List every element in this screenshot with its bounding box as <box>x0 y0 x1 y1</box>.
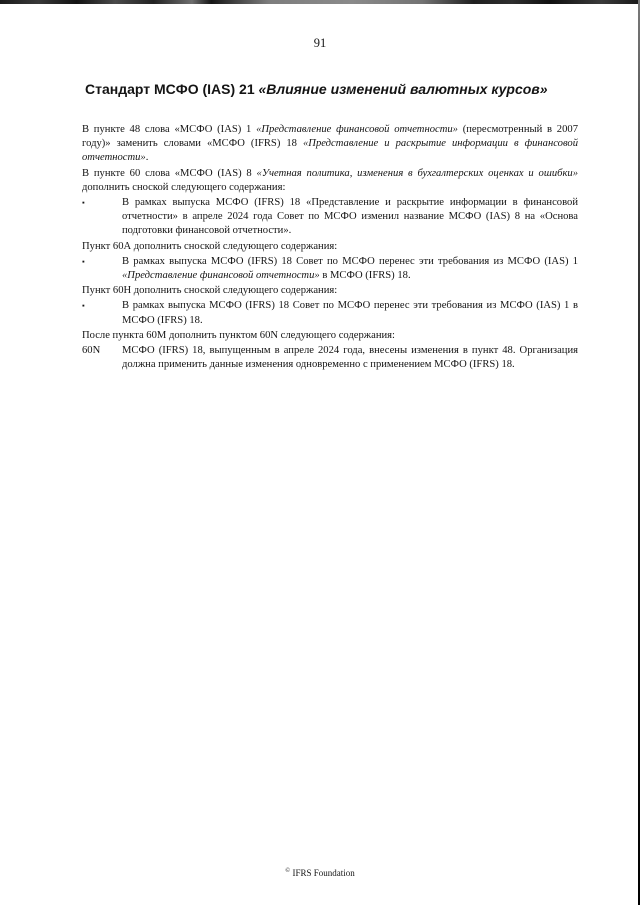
paragraph-amendment-48: В пункте 48 слова «МСФО (IAS) 1 «Представление финансовой отчетности» (пересмотренный в 2007 году)» заменить словами «МСФО (IFRS) 18 «Представление и раскрытие информации в финансовой отчетности». <box>82 124 578 164</box>
bullet-icon: ▪ <box>82 198 85 208</box>
item-60n-text: МСФО (IFRS) 18, выпущенным в апреле 2024 года, внесены изменения в пункт 48. Организация должна применить данные изменения одновременно с применением МСФО (IFRS) 18. <box>122 345 578 371</box>
document-title: Стандарт МСФО (IAS) 21 «Влияние изменений валютных курсов» <box>85 81 548 97</box>
footnote-bullet-3-text: В рамках выпуска МСФО (IFRS) 18 Совет по МСФО перенес эти требования из МСФО (IAS) 1 в МСФО (IFRS) 18. <box>122 300 578 326</box>
footer-copyright <box>0 867 640 878</box>
footnote-bullet-3 <box>82 299 578 327</box>
footer-copyright-text: IFRS Foundation <box>290 868 355 878</box>
paragraph-amendment-60: В пункте 60 слова «МСФО (IAS) 8 «Учетная политика, изменения в бухгалтерских оценках и ошибки» дополнить сноской следующего содержания: <box>82 167 578 193</box>
copyright-symbol: © <box>285 867 291 874</box>
footnote-bullet-2-text: В рамках выпуска МСФО (IFRS) 18 Совет по МСФО перенес эти требования из МСФО (IAS) 1 «Представление финансовой отчетности» в МСФО (IFRS) 18. <box>122 255 578 282</box>
scanned-page-edge-top <box>0 0 640 4</box>
footnote-bullet-1-text: В рамках выпуска МСФО (IFRS) 18 «Представление и раскрытие информации в финансовой отчетности» в апреле 2024 года Совет по МСФО изменил название МСФО (IAS) 8 на «Основа подготовки финансовой отчетности». <box>122 197 578 237</box>
paragraph-amendment-60h: Пункт 60Н дополнить сноской следующего содержания: <box>82 285 338 297</box>
bullet-icon: ▪ <box>82 256 85 266</box>
item-60n-label: 60N <box>82 345 101 357</box>
document-body <box>82 123 578 373</box>
paragraph-amendment-60m: После пункта 60М дополнить пунктом 60N следующего содержания: <box>82 329 395 341</box>
page-number: 91 <box>313 36 327 50</box>
footnote-bullet-2 <box>82 255 578 283</box>
numbered-item-60n <box>82 344 578 372</box>
footnote-bullet-1 <box>82 196 578 239</box>
bullet-icon: ▪ <box>82 301 85 311</box>
paragraph-amendment-60a: Пункт 60А дополнить сноской следующего содержания: <box>82 240 338 252</box>
